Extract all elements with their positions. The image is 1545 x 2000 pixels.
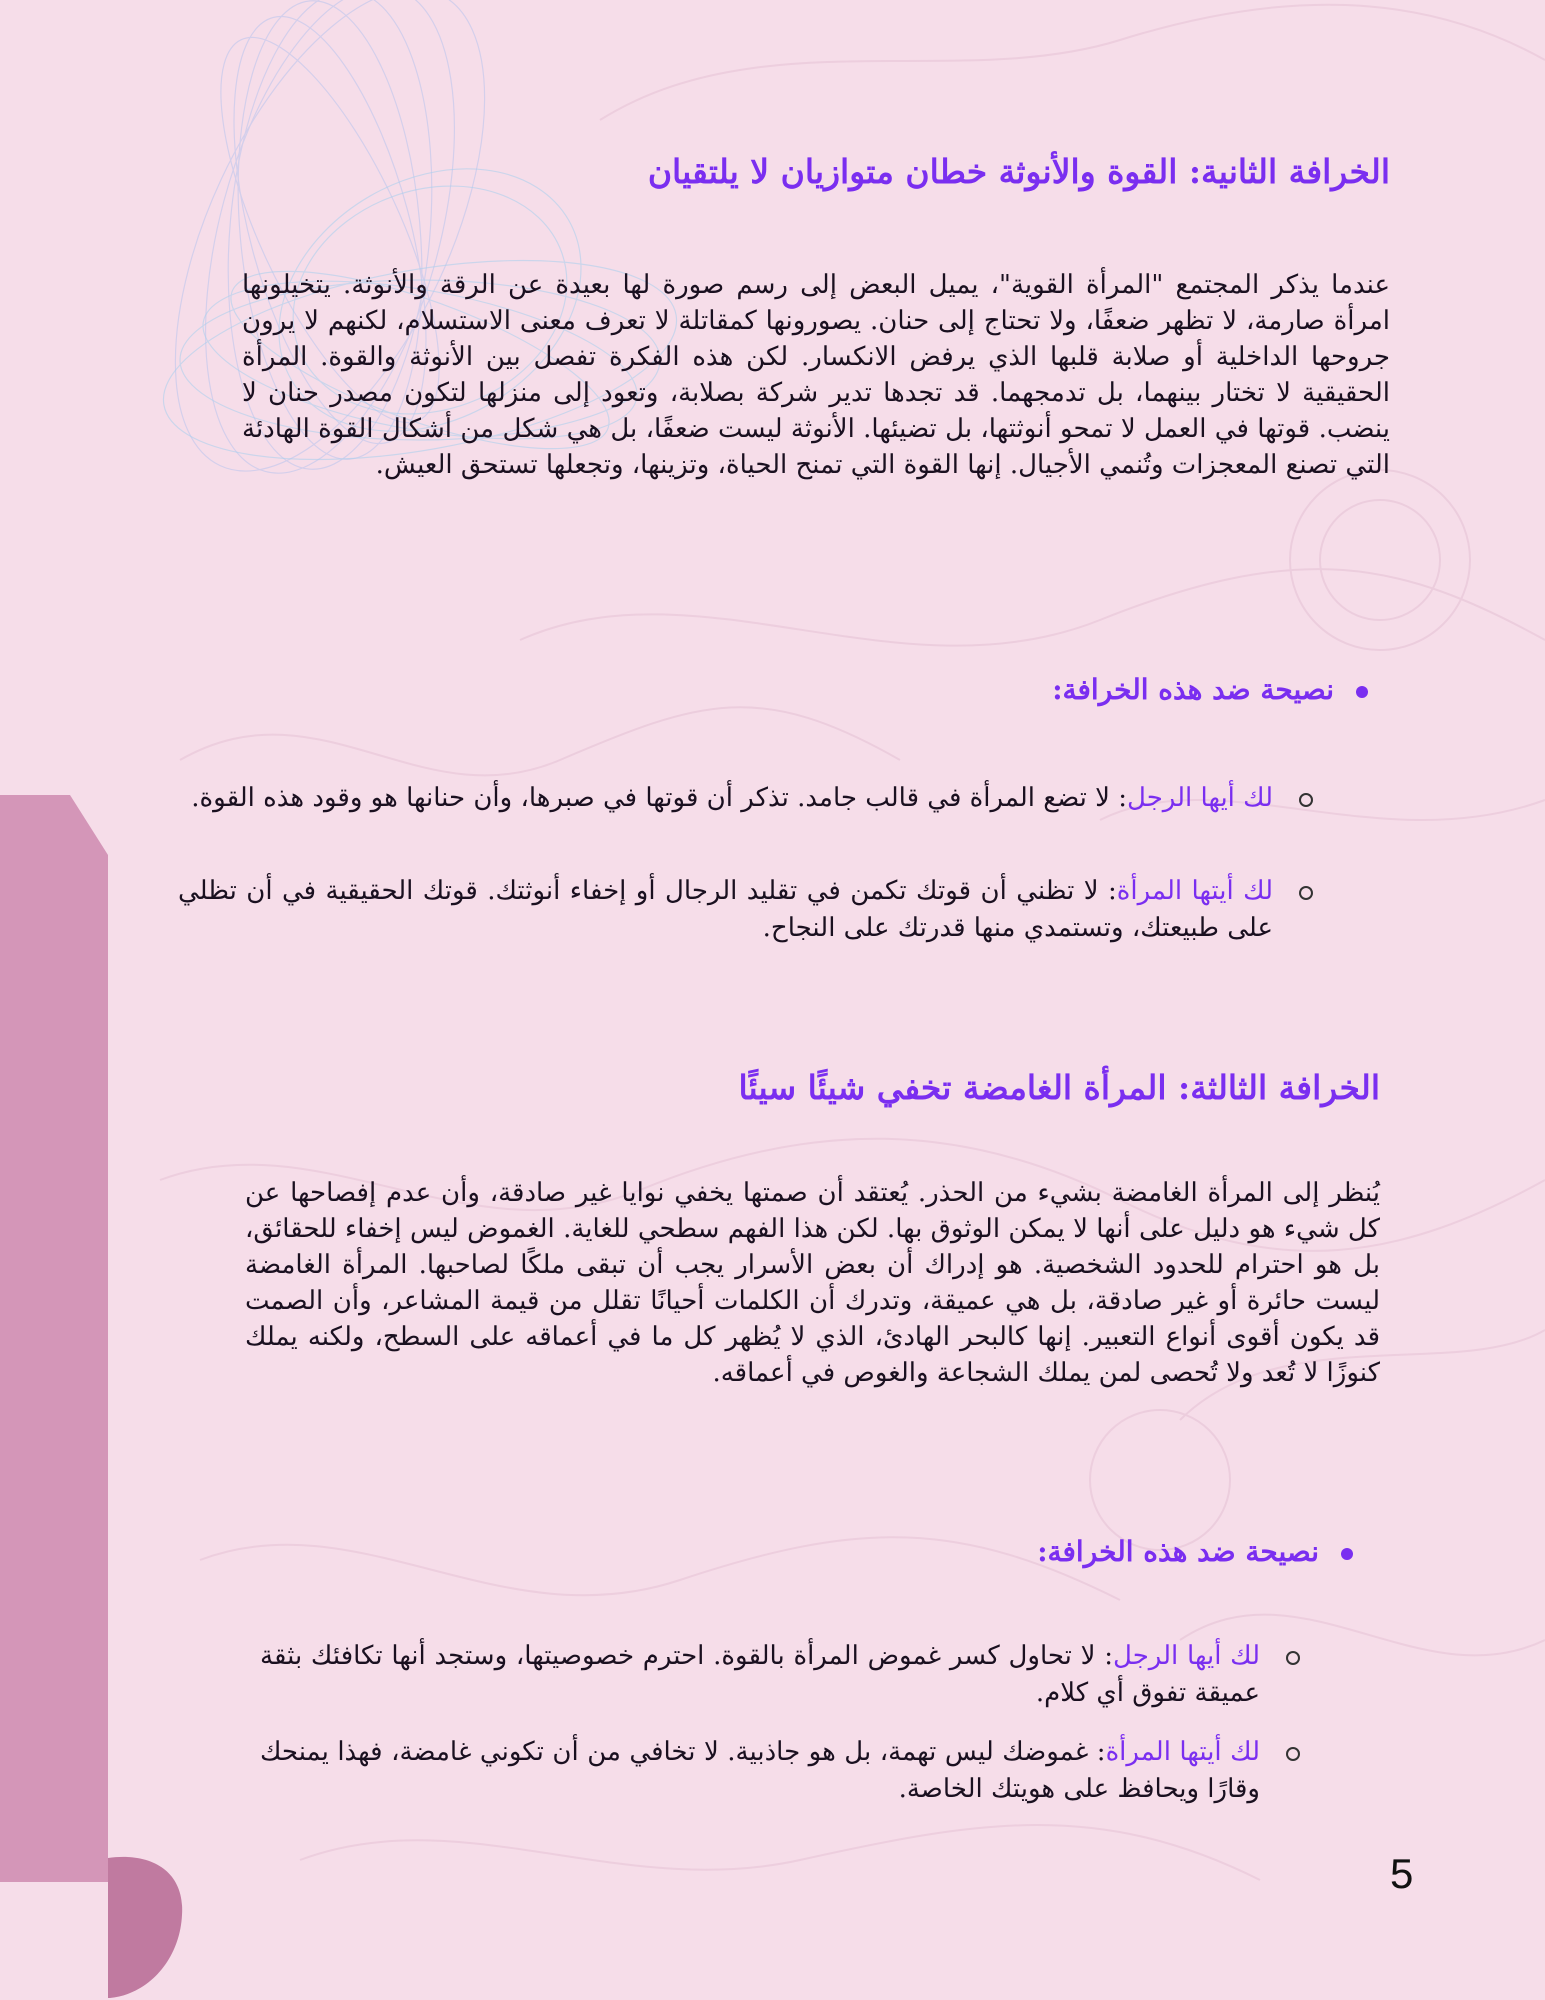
myth-3-tip-heading (1037, 1532, 1353, 1572)
tip-addressee: لك أيتها المرأة (1116, 876, 1273, 906)
tip-text: : لا تحاول كسر غموض المرأة بالقوة. احترم خصوصيتها، وستجد أنها تكافئك بثقة عميقة تفوق أي كلام. (260, 1641, 1260, 1708)
myth-2-tip-heading-label: نصيحة ضد هذه الخرافة: (1052, 673, 1334, 706)
myth-3-title: الخرافة الثالثة: المرأة الغامضة تخفي شيئًا سيئًا (738, 1068, 1380, 1107)
myth-2-title: الخرافة الثانية: القوة والأنوثة خطان متوازيان لا يلتقيان (647, 152, 1390, 191)
circle-bullet-icon (1299, 793, 1313, 807)
myth-3-body: يُنظر إلى المرأة الغامضة بشيء من الحذر. يُعتقد أن صمتها يخفي نوايا غير صادقة، وأن عدم إفصاحها عن كل شيء هو دليل على أنها لا يمكن الوثوق بها. لكن هذا الفهم سطحي للغاية. الغموض ليس إخفاء للحقائق، بل هو احترام للحدود الشخصية. هو إدراك أن بعض الأسرار يجب أن تبقى ملكًا لصاحبها. المرأة الغامضة ليست حائرة أو غير صادقة، بل هي عميقة، وتدرك أن الكلمات أحيانًا تقلل من قيمة المشاعر، وأن الصمت قد يكون أقوى أنواع التعبير. إنها كالبحر الهادئ، الذي لا يُظهر كل ما في أعماقه على السطح، ولكنه يملك كنوزًا لا تُعد ولا تُحصى لمن يملك الشجاعة والغوص في أعماقه. (245, 1178, 1381, 1388)
circle-bullet-icon (1286, 1651, 1300, 1665)
myth-3-tip-women (260, 1734, 1260, 1808)
myth-2-tip-heading (1052, 670, 1368, 710)
tip-addressee: لك أيها الرجل (1127, 783, 1273, 813)
page-number: 5 (1390, 1850, 1414, 1897)
myth-3-tip-men (260, 1638, 1260, 1712)
myth-2-body: عندما يذكر المجتمع "المرأة القوية"، يميل البعض إلى رسم صورة لها بعيدة عن الرقة والأنوثة. يتخيلونها امرأة صارمة، لا تظهر ضعفًا، ولا تحتاج إلى حنان. يصورونها كمقاتلة لا تعرف معنى الاستسلام، لكنهم لا يرون جروحها الداخلية أو صلابة قلبها الذي يرفض الانكسار. لكن هذه الفكرة تفصل بين الأنوثة والقوة. المرأة الحقيقية لا تختار بينهما، بل تدمجهما. قد تجدها تدير شركة بصلابة، وتعود إلى منزلها لتكون مصدر حنان لا ينضب. قوتها في العمل لا تمحو أنوثتها، بل تضيئها. الأنوثة ليست ضعفًا، بل هي شكل من أشكال القوة الهادئة التي تصنع المعجزات وتُنمي الأجيال. إنها القوة التي تمنح الحياة، وتزينها، وتجعلها تستحق العيش. (242, 270, 1390, 480)
circle-bullet-icon (1286, 1747, 1300, 1761)
tip-text: : لا تضع المرأة في قالب جامد. تذكر أن قوتها في صبرها، وأن حنانها هو وقود هذه القوة. (191, 783, 1128, 813)
tip-addressee: لك أيها الرجل (1113, 1641, 1261, 1671)
myth-3-tip-heading-label: نصيحة ضد هذه الخرافة: (1037, 1535, 1319, 1568)
myth-2-tip-women (178, 873, 1273, 947)
myth-2-tip-men (183, 780, 1273, 817)
tip-text: : لا تظني أن قوتك تكمن في تقليد الرجال أو إخفاء أنوثتك. قوتك الحقيقية في أن تظلي على طبيعتك، وتستمدي منها قدرتك على النجاح. (178, 876, 1273, 943)
bullet-dot-icon (1341, 1548, 1353, 1560)
tip-addressee: لك أيتها المرأة (1105, 1737, 1260, 1767)
circle-bullet-icon (1299, 886, 1313, 900)
bullet-dot-icon (1356, 686, 1368, 698)
tip-text: : غموضك ليس تهمة، بل هو جاذبية. لا تخافي من أن تكوني غامضة، فهذا يمنحك وقارًا ويحافظ على هويتك الخاصة. (260, 1737, 1260, 1804)
